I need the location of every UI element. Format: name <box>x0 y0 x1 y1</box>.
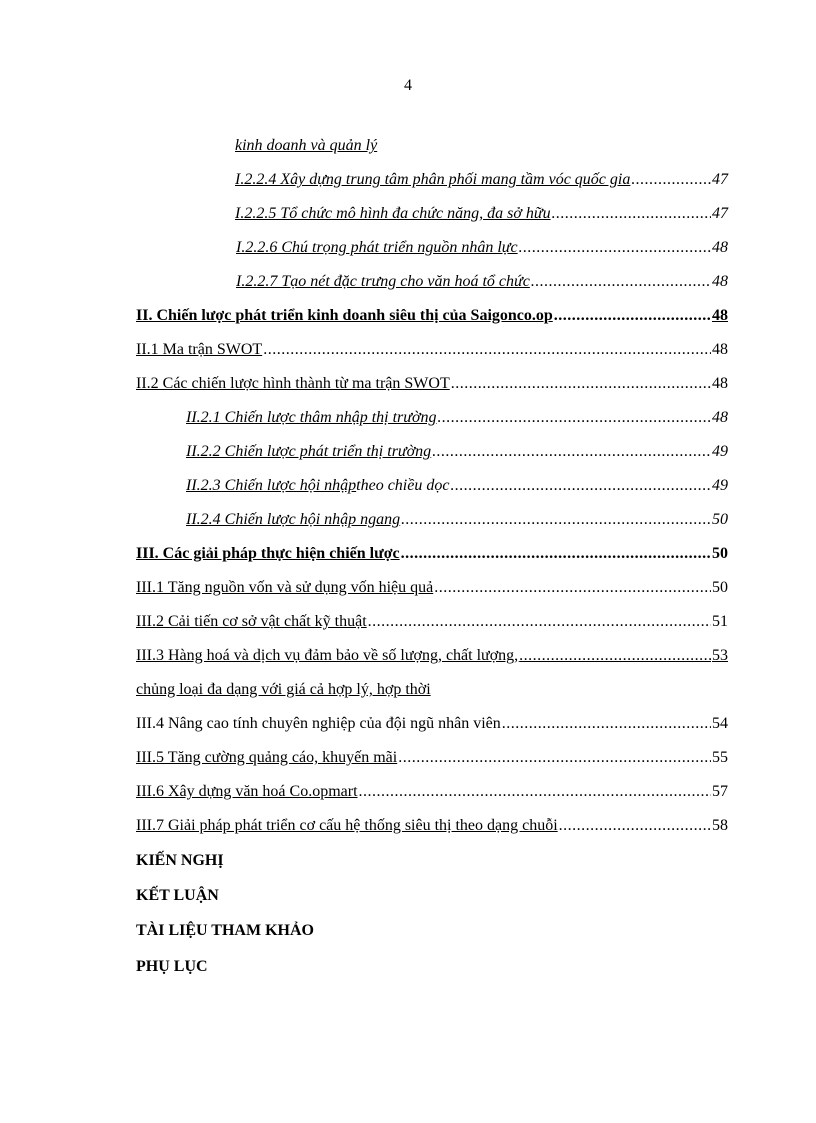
toc-dot-leader <box>401 544 711 564</box>
toc-entry-page: 53 <box>712 647 728 664</box>
toc-dot-leader <box>401 510 711 530</box>
toc-entry-title: III.7 Giải pháp phát triển cơ cấu hệ thống siêu thị theo dạng chuỗi <box>136 817 558 834</box>
toc-entry-title: II.2 Các chiến lược hình thành từ ma trận SWOT <box>136 375 450 392</box>
toc-entry-page: 48 <box>712 273 728 290</box>
toc-entry-iii4[interactable] <box>136 714 728 734</box>
toc-entry-ii22[interactable] <box>186 442 728 462</box>
toc-dot-leader <box>559 816 711 836</box>
toc-entry-title: III. Các giải pháp thực hiện chiến lược <box>136 545 400 562</box>
toc-entry-title: II. Chiến lược phát triển kinh doanh siêu thị của Saigonco.op <box>136 307 553 324</box>
toc-entry-page: 48 <box>712 375 728 392</box>
toc-heading-tai-lieu[interactable]: TÀI LIỆU THAM KHẢO <box>136 922 314 939</box>
toc-dot-leader <box>502 714 711 734</box>
toc-entry-iii2[interactable] <box>136 612 728 632</box>
toc-entry-ii2[interactable] <box>136 374 728 394</box>
toc-entry-iii7[interactable] <box>136 816 728 836</box>
toc-entry-page: 50 <box>712 545 728 562</box>
toc-heading-kien-nghi[interactable]: KIẾN NGHỊ <box>136 852 224 869</box>
toc-entry-title: I.2.2.7 Tạo nét đặc trưng cho văn hoá tổ chức <box>236 273 530 290</box>
toc-dot-leader <box>398 748 711 768</box>
toc-heading-ket-luan[interactable]: KẾT LUẬN <box>136 887 219 904</box>
toc-dot-leader <box>450 476 711 496</box>
toc-entry-i226[interactable] <box>236 238 728 258</box>
toc-entry-ii[interactable] <box>136 306 728 326</box>
toc-entry-title: II.2.2 Chiến lược phát triển thị trường <box>186 443 432 460</box>
toc-entry-title: III.5 Tăng cường quảng cáo, khuyến mãi <box>136 749 398 766</box>
toc-entry-page: 48 <box>712 239 728 256</box>
toc-dot-leader <box>438 408 711 428</box>
toc-continuation-line[interactable]: kinh doanh và quản lý <box>235 137 378 154</box>
toc-dot-leader <box>368 612 711 632</box>
toc-entry-title: III.3 Hàng hoá và dịch vụ đảm bảo về số lượng, chất lượng, <box>136 647 519 664</box>
toc-entry-title: III.2 Cải tiến cơ sở vật chất kỹ thuật <box>136 613 367 630</box>
toc-entry-page: 47 <box>712 171 728 188</box>
page-number: 4 <box>404 77 412 94</box>
toc-dot-leader <box>631 170 711 190</box>
toc-entry-page: 48 <box>712 307 728 324</box>
toc-dot-leader <box>359 782 711 802</box>
toc-dot-leader <box>552 204 711 224</box>
toc-entry-iii[interactable] <box>136 544 728 564</box>
toc-entry-ii21[interactable] <box>186 408 728 428</box>
toc-dot-leader <box>434 578 711 598</box>
toc-dot-leader <box>519 238 711 258</box>
toc-entry-page: 49 <box>712 443 728 460</box>
toc-entry-iii6[interactable] <box>136 782 728 802</box>
toc-entry-title-rest: theo chiều dọc <box>356 477 450 494</box>
toc-heading-phu-luc[interactable]: PHỤ LỤC <box>136 958 208 975</box>
toc-entry-page: 47 <box>712 205 728 222</box>
toc-entry-i227[interactable] <box>236 272 728 292</box>
toc-entry-page: 50 <box>712 511 728 528</box>
toc-entry-ii24[interactable] <box>186 510 728 530</box>
toc-entry-iii3[interactable] <box>136 646 728 666</box>
toc-dot-leader <box>531 272 711 292</box>
toc-entry-title: III.4 Nâng cao tính chuyên nghiệp của đội ngũ nhân viên <box>136 715 501 732</box>
toc-entry-page: 54 <box>712 715 728 732</box>
toc-dot-leader <box>432 442 711 462</box>
toc-entry-title: III.1 Tăng nguồn vốn và sử dụng vốn hiệu quả <box>136 579 434 596</box>
toc-entry-iii3-continuation[interactable]: chủng loại đa dạng với giá cả hợp lý, hợp thời <box>136 681 431 698</box>
toc-entry-page: 51 <box>712 613 728 630</box>
toc-entry-ii23[interactable] <box>186 476 728 496</box>
toc-entry-title: II.2.1 Chiến lược thâm nhập thị trường <box>186 409 437 426</box>
toc-entry-page: 49 <box>712 477 728 494</box>
toc-entry-title: II.2.4 Chiến lược hội nhập ngang <box>186 511 401 528</box>
toc-entry-title: I.2.2.5 Tổ chức mô hình đa chức năng, đa sở hữu <box>235 205 551 222</box>
toc-entry-page: 50 <box>712 579 728 596</box>
toc-dot-leader <box>451 374 711 394</box>
toc-entry-page: 48 <box>712 409 728 426</box>
toc-entry-title: I.2.2.4 Xây dựng trung tâm phân phối mang tầm vóc quốc gia <box>235 171 631 188</box>
toc-dot-leader <box>519 646 711 666</box>
toc-entry-page: 57 <box>712 783 728 800</box>
toc-entry-i224[interactable] <box>235 170 728 190</box>
toc-entry-title: II.1 Ma trận SWOT <box>136 341 263 358</box>
toc-entry-title: I.2.2.6 Chú trọng phát triển nguồn nhân lực <box>236 239 518 256</box>
toc-entry-page: 58 <box>712 817 728 834</box>
toc-entry-title: II.2.3 Chiến lược hội nhập <box>186 477 357 494</box>
toc-entry-i225[interactable] <box>235 204 728 224</box>
toc-entry-title: III.6 Xây dựng văn hoá Co.opmart <box>136 783 358 800</box>
toc-dot-leader <box>263 340 711 360</box>
toc-entry-ii1[interactable] <box>136 340 728 360</box>
toc-entry-page: 48 <box>712 341 728 358</box>
toc-entry-page: 55 <box>712 749 728 766</box>
toc-entry-iii1[interactable] <box>136 578 728 598</box>
toc-dot-leader <box>554 306 711 326</box>
toc-entry-iii5[interactable] <box>136 748 728 768</box>
